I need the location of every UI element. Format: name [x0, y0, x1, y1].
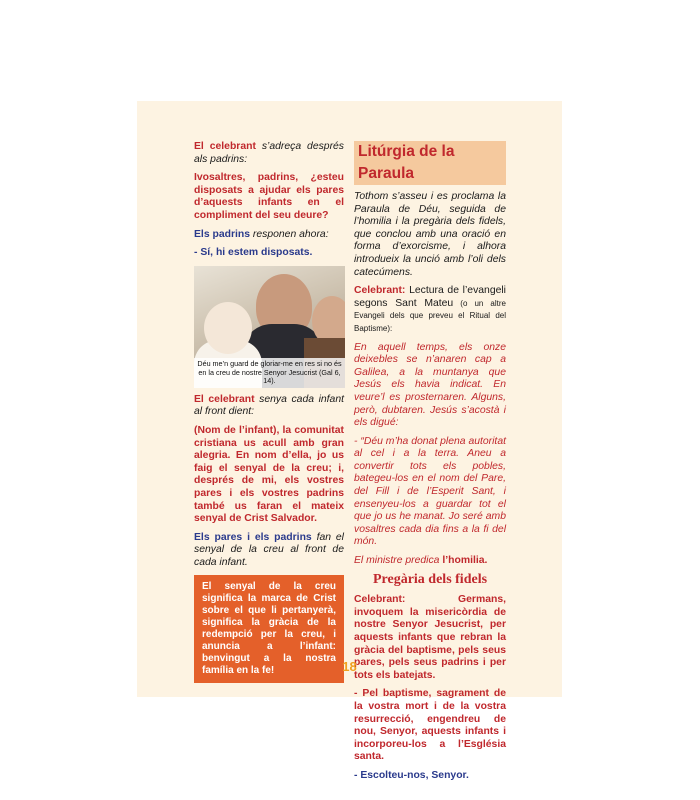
role-godparents: Els padrins — [194, 228, 251, 240]
gospel-text-2: - “Déu m’ha donat plena autoritat al cel i a la terra. Aneu a convertir tots els pobles, bategeu-los en el nom del Pare, del Fill i de l’Esperit Sant, i ensenyeu-los a guardar tot el que jo us he manat. Jo seré amb vosaltres cada dia fins a la fi del món. — [354, 435, 506, 548]
section-title: Litúrgia de la Paraula — [354, 141, 506, 185]
reading-note: (o un altre Evangeli dels que preveu el Ritual del Baptisme): — [354, 298, 506, 333]
welcome-text — [194, 425, 344, 526]
liturgy-intro: Tothom s’asseu i es proclama la Paraula de Déu, seguida de l’homilia i la pregària dels fidels, que conclou amb una oració en forma d’exorcisme, i alhora introdueix la unció amb l’oli dels catecúmens. — [354, 191, 506, 278]
gospel-text-1: En aquell temps, els onze deixebles se n’anaren cap a Galilea, a la muntanya que Jesús els havia indicat. En veure’l es prosternaren. Alguns, però, dubtaren. Jesús s’acostà i els digué: — [354, 341, 506, 429]
response-text: - Escolteu-nos, Senyor. — [354, 769, 469, 781]
instruction-text: s’adreça després als padrins: — [194, 141, 345, 165]
role-celebrant: Celebrant: — [354, 594, 406, 606]
instruction-text: fan el senyal de la creu al front de cada infant. — [194, 531, 344, 568]
parents-instruction — [194, 532, 344, 570]
welcome-body: , la comunitat cristiana us acull amb gran alegria. En nom d’ella, jo us faig el senyal de la creu; i, després de mi, els vostres pares i els vostres padrins també us faran el mateix senyal de Crist Salvador. — [194, 424, 344, 525]
role-celebrant: El celebrant — [194, 141, 256, 152]
homily-end: . — [484, 555, 488, 567]
role-celebrant: El celebrant — [194, 393, 255, 405]
godparents-instruction — [194, 229, 344, 242]
photo-baby-head — [204, 302, 252, 354]
gospel-reading-heading — [354, 285, 506, 335]
booklet-page — [137, 101, 562, 781]
child-name-placeholder: (Nom de l’infant) — [194, 424, 277, 436]
instruction-text: senya cada infant al front dient: — [194, 393, 344, 418]
homily-prefix: El ministre predica — [354, 555, 443, 567]
celebrant-sign-instruction — [194, 394, 344, 419]
instruction-text: responen ahora: — [250, 228, 329, 240]
homily-line — [354, 555, 506, 568]
role-celebrant: Celebrant: — [354, 285, 406, 297]
photo-caption: Déu me’n guard de gloriar-me en res si no és en la creu de nostre Senyor Jesucrist (Gal 6, 14). — [194, 358, 345, 388]
question-godparents: Ivosaltres, padrins, ¿esteu disposats a ajudar els pares d’aquests infants en el compliment del seu deure? — [194, 172, 344, 221]
homily-word: l’homilia — [442, 555, 485, 567]
celebrant-instruction — [194, 141, 344, 166]
page-number: 18 — [342, 659, 357, 674]
godparents-answer: - Sí, hi estem disposats. — [194, 247, 313, 259]
left-column — [194, 141, 344, 683]
baptism-photo — [194, 266, 345, 388]
petition-text: - Pel baptisme, sagrament de la vostra mort i de la vostra resurrecció, engendreu de nou, Senyor, aquests infants i incorporeu-los a l’Església santa. — [354, 688, 506, 763]
prayers-title: Pregària dels fidels — [372, 571, 488, 587]
role-parents-godparents: Els pares i els padrins — [194, 531, 312, 543]
prayers-body: Germans, invoquem la misericòrdia de nostre Senyor Jesucrist, per aquests infants que rebran la gràcia del baptisme, pels seus pares, pels seus padrins i per tots els batejats. — [354, 594, 506, 681]
right-column — [354, 141, 506, 789]
sign-of-cross-box: El senyal de la creu significa la marca de Crist sobre el que li pertanyerà, significa la gràcia de la redempció per la creu, i anuncia a l’infant: benvingut a la nostra família en la fe! — [194, 575, 344, 683]
reading-label: Lectura de l’evangeli segons Sant Mateu — [354, 285, 506, 309]
